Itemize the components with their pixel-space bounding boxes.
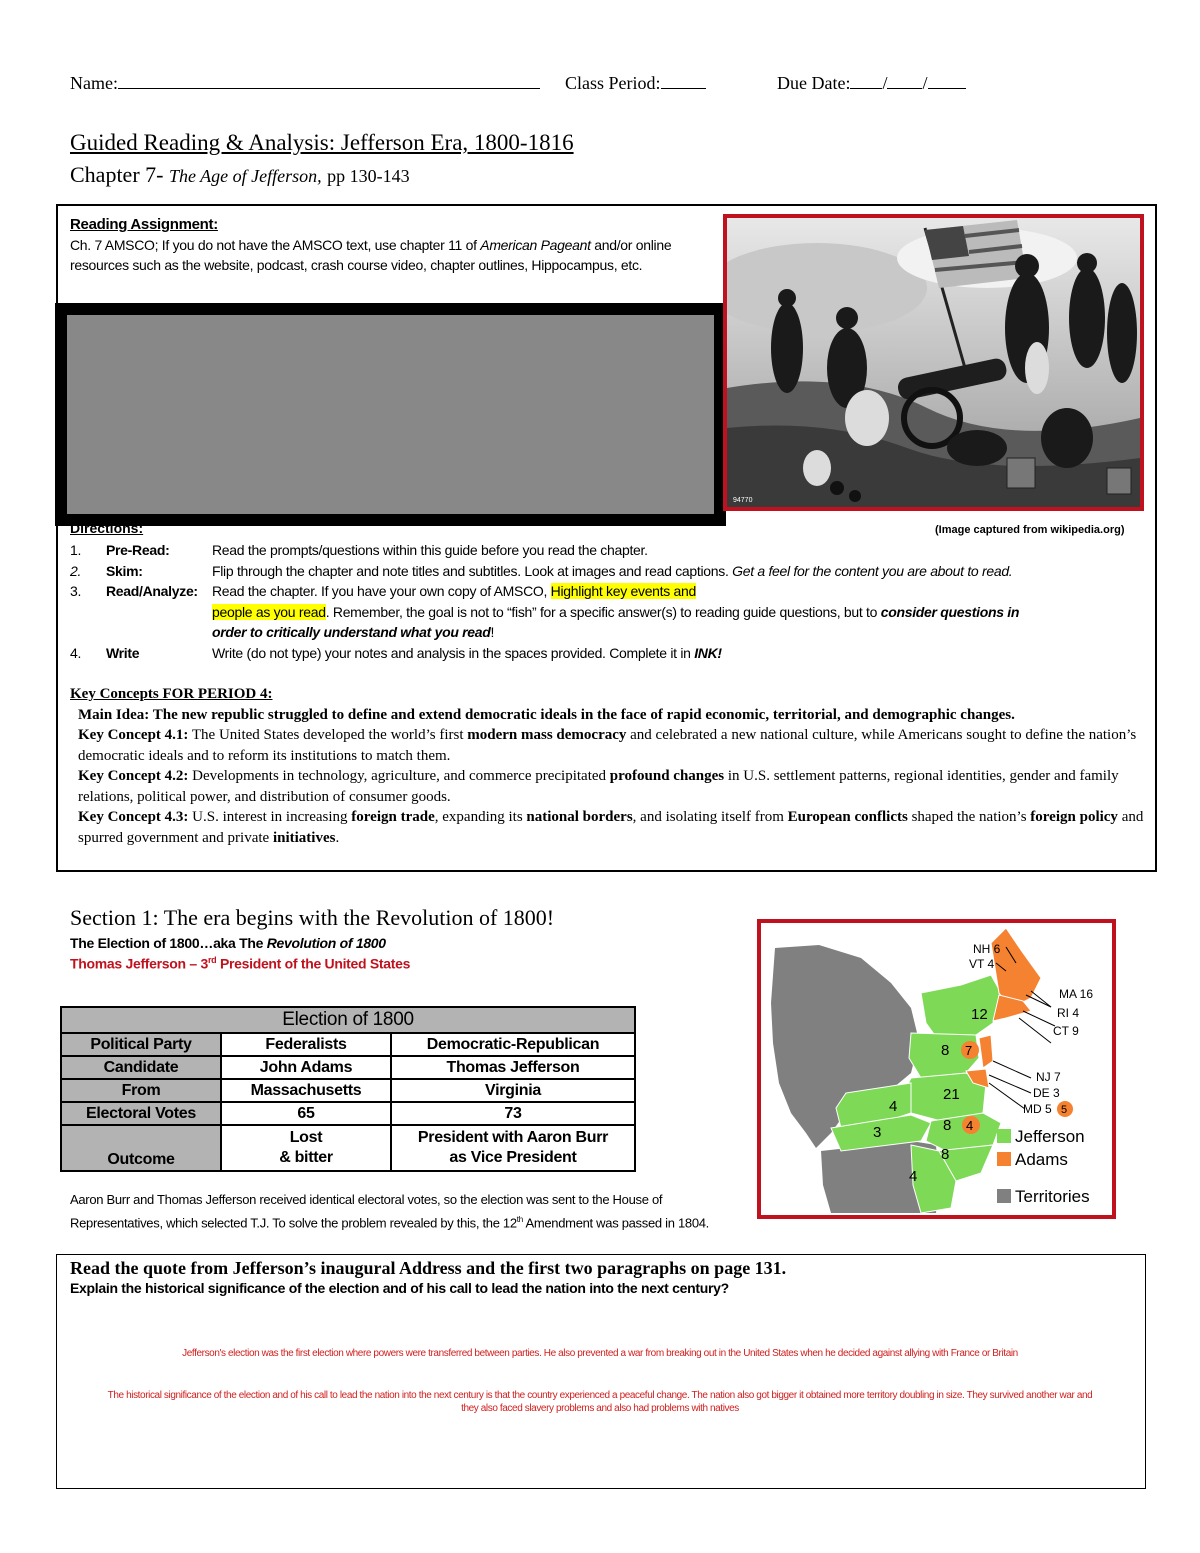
step-text-italic: Get a feel for the content you are about to read. [732,562,1013,579]
due-date-label: Due Date: [777,73,851,93]
section-1-subtitle-red [70,955,410,972]
legend-adams: Adams [1015,1150,1068,1169]
key-concept-bold: national borders [526,809,633,825]
step-number: 4. [70,644,82,661]
step-text: Read the prompts/questions within this guide before you read the chapter. [212,542,648,558]
due-day-blank[interactable] [887,72,922,89]
label-vt: VT 4 [969,957,995,971]
label-de: DE 3 [1033,1086,1060,1100]
answer-paragraph-2: The historical significance of the election and of his call to lead the nation into the next century is that the country experienced a peaceful change. The nation also got bigger it obtained more territory doubling in size. They survived another war and they also faced slavery problems and also had problems with natives [107,1390,1093,1414]
chapter-pages: pp 130-143 [327,166,410,186]
label-tn-votes: 3 [873,1124,882,1141]
md-adams-votes: 5 [1061,1104,1068,1116]
label-ri: RI 4 [1057,1006,1080,1020]
label-pa-jefferson: 8 [941,1042,950,1059]
table-row [61,1033,635,1056]
step-label: Write [106,644,140,661]
key-concept-4-3 [70,807,1150,848]
subtitle-text: The Election of 1800…aka The [70,935,267,951]
answer-paragraph-1: Jefferson's election was the first election where powers were transferred between parties. He also prevented a war from breaking out in the United States when he decided against allying with France or Britain [182,1348,1018,1359]
state-ny [921,975,1001,1041]
label-md: MD 5 [1023,1102,1052,1116]
emphasis-text: INK! [694,644,722,661]
key-concept-bold: profound changes [609,768,725,784]
battle-engraving-image [727,218,1140,507]
table-cell: Democratic-Republican [391,1033,635,1056]
due-date-field[interactable] [777,72,966,94]
direction-step [70,561,1130,582]
subtitle-text: President of the United States [216,955,411,972]
chapter-prefix: Chapter 7- [70,162,164,187]
page-title: Guided Reading & Analysis: Jefferson Era, 1800-1816 [70,130,574,155]
key-concept-text: shaped the nation’s [907,809,1031,825]
class-period-field[interactable] [565,72,706,94]
table-cell: & bitter [279,1149,333,1166]
direction-step [70,643,1130,664]
label-ny-votes: 12 [971,1006,988,1023]
table-cell: 65 [221,1102,391,1125]
key-concept-text: . [335,829,340,846]
legend-swatch-territories [997,1189,1011,1203]
table-row [61,1102,635,1125]
emphasis-text: consider questions in [880,603,1020,620]
key-concept-text: U.S. interest in increasing [188,809,352,825]
highlighted-text: Highlight key events and [550,583,697,599]
name-label: Name: [70,73,118,93]
table-cell: Lost [289,1129,323,1146]
step-number: 3. [70,583,82,599]
label-va-votes: 21 [943,1086,960,1103]
class-period-label: Class Period: [565,73,661,93]
step-text: Flip through the chapter and note titles and subtitles. Look at images and read captions. [212,562,733,579]
step-text: . Remember, the goal is not to “fish” for a specific answer(s) to reading guide questions, but to [325,603,881,620]
label-nh: NH 6 [973,942,1001,956]
legend-jefferson: Jefferson [1015,1127,1085,1146]
label-nc-jefferson: 8 [943,1117,952,1134]
direction-step [70,581,1130,643]
section-1-subtitle [70,935,386,951]
directions-heading: Directions: [70,520,144,536]
table-cell: 73 [391,1102,635,1125]
pa-adams-votes: 7 [965,1043,973,1058]
section-1-title: Section 1: The era begins with the Revolution of 1800! [70,905,555,930]
legend-swatch-jefferson [997,1129,1011,1143]
name-field[interactable] [70,72,540,94]
table-row [61,1079,635,1102]
election-table [60,1006,636,1172]
image-stamp: 94770 [733,497,753,504]
key-concept-text: The United States developed the world’s first [188,727,468,743]
legend-swatch-adams [997,1152,1011,1166]
directions-list [70,540,1130,663]
due-month-blank[interactable] [850,72,882,89]
key-concept-bold: European conflicts [787,809,908,825]
key-concepts-heading [70,683,1150,705]
reading-text-italic: American Pageant [480,237,591,253]
label-ma: MA 16 [1059,987,1094,1001]
table-cell: Massachusetts [221,1079,391,1102]
label-ky-votes: 4 [889,1098,898,1115]
step-text: Write (do not type) your notes and analysis in the spaces provided. Complete it in [212,644,695,661]
due-year-blank[interactable] [928,72,966,89]
note-text: Amendment was passed in 1804. [522,1215,709,1231]
row-label: Electoral Votes [61,1102,221,1125]
label-sc-votes: 8 [941,1146,950,1163]
key-concept-4-2 [70,766,1150,807]
main-idea: Main Idea: The new republic struggled to define and extend democratic ideals in the face of rapid economic, territorial, and demographic changes. [78,706,1015,723]
date-slash: / [922,73,928,93]
key-concept-label: Key Concept 4.2: [78,768,189,784]
key-concepts-heading-text: Key Concepts FOR [70,686,198,702]
date-slash: / [882,73,888,93]
emphasis-text: order to critically understand what you read [212,624,491,640]
step-label: Pre-Read: [106,542,170,558]
row-label: Political Party [61,1033,221,1056]
table-cell: Thomas Jefferson [391,1056,635,1079]
redacted-block [55,303,726,526]
key-concept-label: Key Concept 4.3: [78,809,189,825]
key-concept-bold: foreign trade [351,809,435,825]
state-nj [979,1035,993,1068]
key-concepts [70,683,1150,848]
key-concept-text: in U.S. settlement patterns, regional identities, gender and family relations, political power, and distribution of consumer goods. [78,768,1119,805]
ordinal-suffix: th [516,1215,523,1224]
amendment-note [70,1190,730,1233]
table-cell: Federalists [221,1033,391,1056]
key-concept-4-1 [70,725,1150,766]
chapter-title [70,162,410,188]
row-label: From [61,1079,221,1102]
table-cell: President with Aaron Burr [417,1129,609,1146]
election-table-title: Election of 1800 [61,1007,635,1033]
class-period-blank[interactable] [661,72,706,89]
label-ct: CT 9 [1053,1024,1079,1038]
table-cell: Virginia [391,1079,635,1102]
highlighted-text: people as you read [212,603,326,620]
key-concept-bold: modern mass democracy [467,727,627,743]
table-cell: John Adams [221,1056,391,1079]
reading-text: Ch. 7 AMSCO; If you do not have the AMSCO text, use chapter 11 of [70,237,481,253]
legend-territories: Territories [1015,1187,1090,1206]
key-concept-text: , expanding its [434,809,527,825]
reading-heading: Reading Assignment: [70,216,218,233]
key-concept-text: , and isolating itself from [632,809,788,825]
election-1800-map [761,923,1112,1215]
key-concept-text: and spurred government and private [78,809,1144,846]
reading-assignment [70,214,710,275]
chapter-name: The Age of Jefferson, [168,166,322,186]
battle-illustration [723,214,1144,511]
key-concept-label: Key Concept 4.1: [78,727,189,743]
image-caption: (Image captured from wikipedia.org) [935,524,1125,536]
nc-adams-votes: 4 [966,1118,974,1133]
step-number: 1. [70,542,82,558]
table-row [61,1125,635,1171]
row-label: Outcome [61,1125,221,1171]
step-number: 2. [70,562,82,579]
step-text: ! [490,624,495,640]
label-nj: NJ 7 [1036,1070,1061,1084]
row-label: Candidate [61,1056,221,1079]
step-label: Read/Analyze: [106,583,198,599]
step-text: Read the chapter. If you have your own copy of AMSCO, [212,583,551,599]
question-text: Explain the historical significance of the election and of his call to lead the nation into the next century? [70,1280,729,1296]
step-label: Skim: [106,562,143,579]
key-concept-text: Developments in technology, agriculture, and commerce precipitated [188,768,610,784]
name-blank[interactable] [118,72,540,89]
table-row [61,1056,635,1079]
direction-step [70,540,1130,561]
key-concepts-period: PERIOD 4: [197,686,273,702]
electoral-map [757,919,1116,1219]
subtitle-text: Thomas Jefferson – 3 [70,955,208,972]
label-ga-votes: 4 [909,1168,918,1185]
key-concept-bold: initiatives [272,829,336,846]
ordinal-suffix: rd [207,955,217,965]
question-prompt: Read the quote from Jefferson’s inaugural Address and the first two paragraphs on page 131. [70,1258,787,1278]
note-text: Aaron Burr and Thomas Jefferson received identical electoral votes, so the election was sent to the House of Representatives, which selected T.J. To solve the problem revealed by this, the 12 [70,1192,663,1231]
reading-text-cont: and/or online resources such as the website, podcast, crash course video, chapter outlines, Hippocampus, etc. [70,237,672,273]
key-concept-text: and celebrated a new national culture, while Americans sought to define the nation’s democratic ideals and to reform its institutions to match them. [78,727,1137,764]
key-concept-bold: foreign policy [1030,809,1118,825]
table-cell: as Vice President [449,1149,577,1166]
subtitle-italic: Revolution of 1800 [266,935,386,951]
